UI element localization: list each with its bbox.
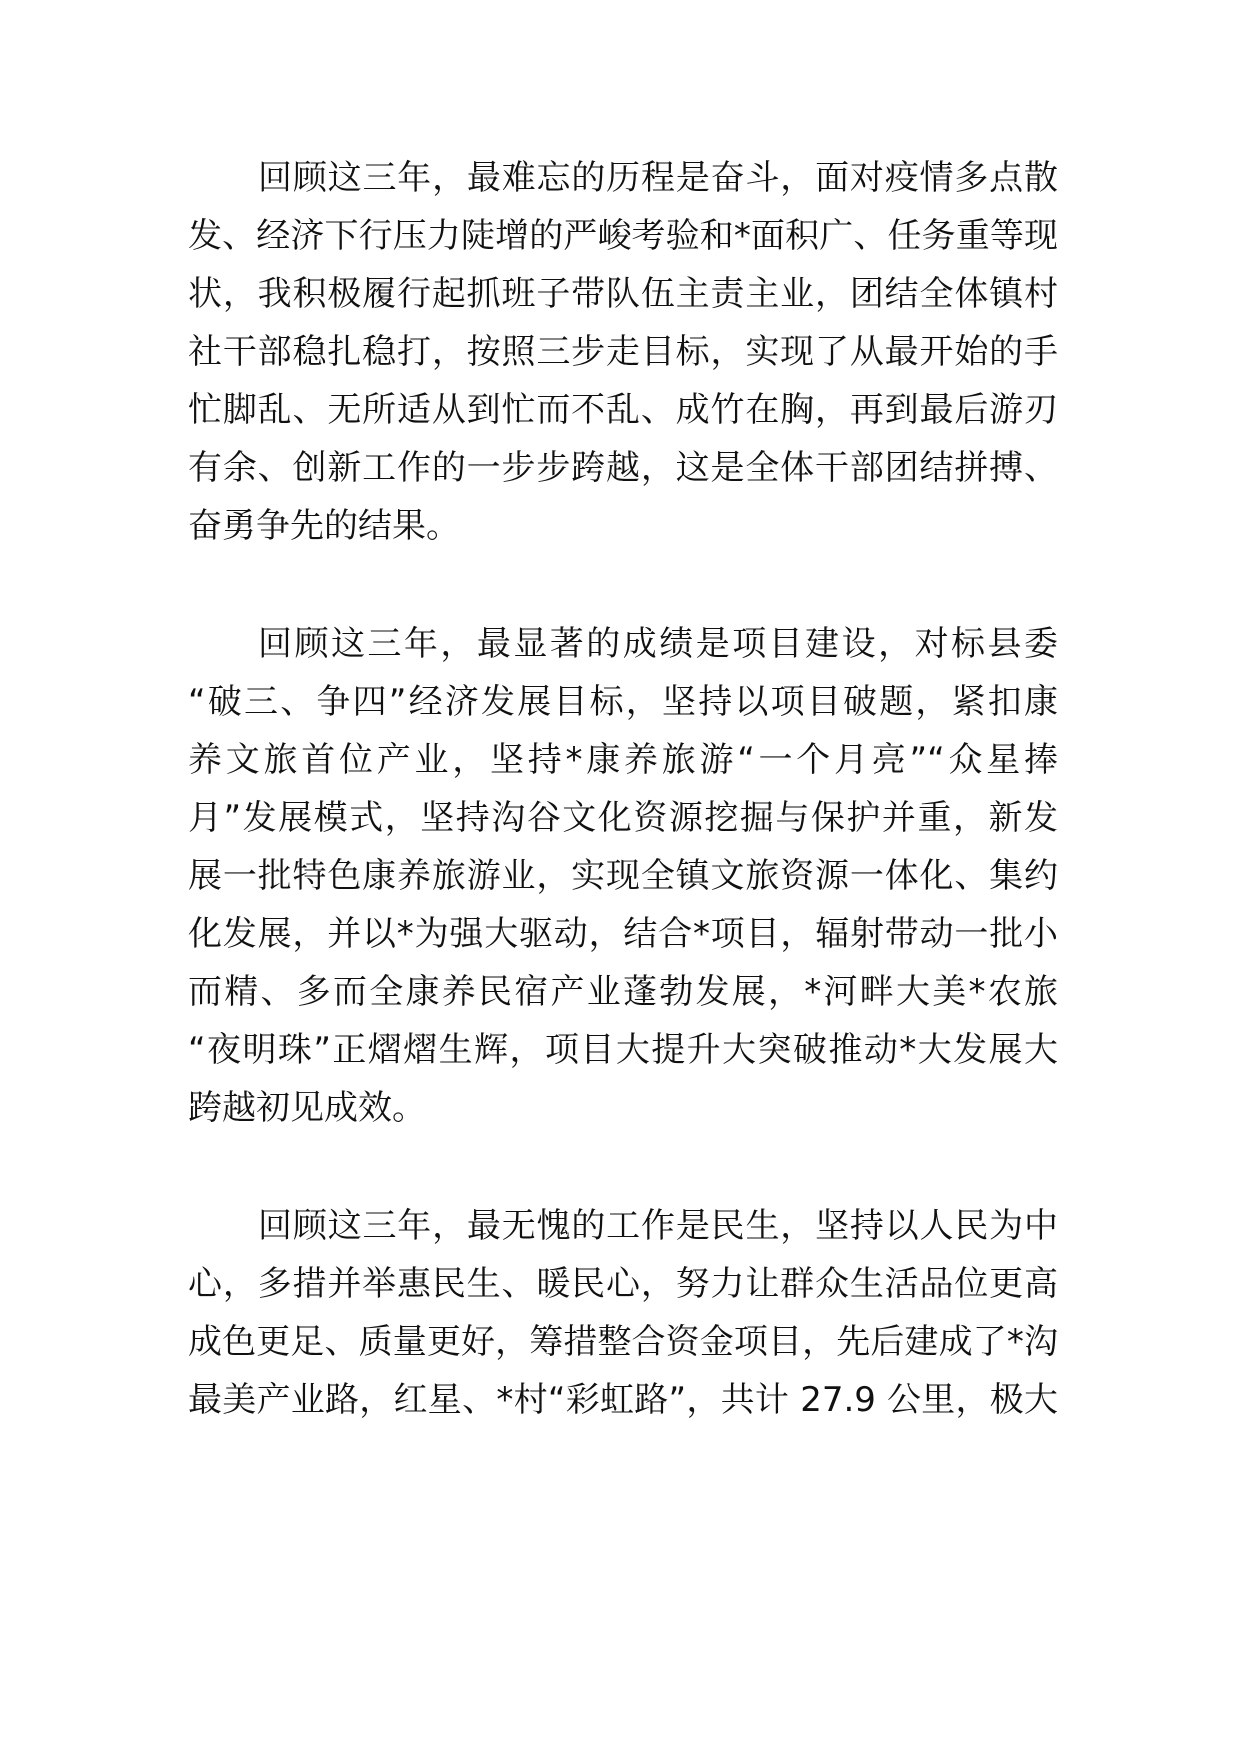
paragraph-line: 心，多措并举惠民生、暖民心，努力让群众生活品位更高	[188, 1264, 1058, 1304]
paragraph-line: “破三、争四”经济发展目标，坚持以项目破题，紧扣康	[188, 682, 1058, 722]
paragraph-line: 展一批特色康养旅游业，实现全镇文旅资源一体化、集约	[188, 856, 1058, 896]
paragraph-line: 状，我积极履行起抓班子带队伍主责主业，团结全体镇村	[188, 274, 1058, 314]
paragraph-line: 回顾这三年，最无愧的工作是民生，坚持以人民为中	[258, 1206, 1058, 1246]
paragraph-line: 跨越初见成效。	[188, 1088, 426, 1128]
paragraph-line: 月”发展模式，坚持沟谷文化资源挖掘与保护并重，新发	[188, 798, 1058, 838]
paragraph-line: 有余、创新工作的一步步跨越，这是全体干部团结拼搏、	[188, 448, 1058, 488]
paragraph-line: 忙脚乱、无所适从到忙而不乱、成竹在胸，再到最后游刃	[188, 390, 1058, 430]
paragraph-line: 奋勇争先的结果。	[188, 506, 460, 546]
paragraph-line: 最美产业路，红星、*村“彩虹路”，共计 27.9 公里，极大	[188, 1380, 1058, 1420]
paragraph-line: 养文旅首位产业，坚持*康养旅游“一个月亮”“众星捧	[188, 740, 1058, 780]
paragraph-line: 回顾这三年，最显著的成绩是项目建设，对标县委	[258, 624, 1058, 664]
paragraph-line: 回顾这三年，最难忘的历程是奋斗，面对疫情多点散	[258, 158, 1058, 198]
paragraph-line: 化发展，并以*为强大驱动，结合*项目，辐射带动一批小	[188, 914, 1058, 954]
paragraph-line: 发、经济下行压力陡增的严峻考验和*面积广、任务重等现	[188, 216, 1058, 256]
paragraph-line: 而精、多而全康养民宿产业蓬勃发展，*河畔大美*农旅	[188, 972, 1058, 1012]
paragraph-line: 社干部稳扎稳打，按照三步走目标，实现了从最开始的手	[188, 332, 1058, 372]
paragraph-line: 成色更足、质量更好，筹措整合资金项目，先后建成了*沟	[188, 1322, 1058, 1362]
paragraph-line: “夜明珠”正熠熠生辉，项目大提升大突破推动*大发展大	[188, 1030, 1058, 1070]
